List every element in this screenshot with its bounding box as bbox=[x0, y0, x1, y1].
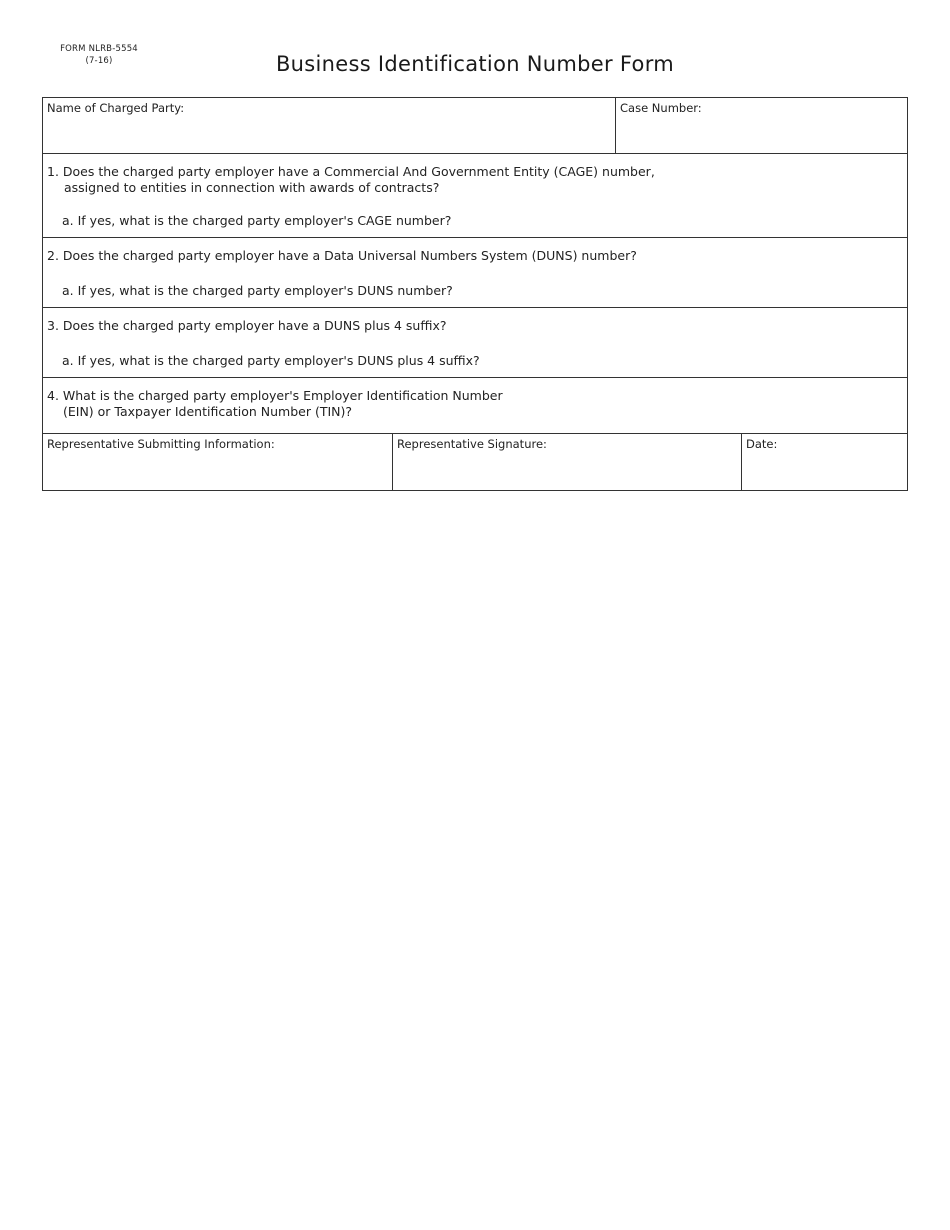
date-label: Date: bbox=[746, 437, 778, 451]
question-3-text: 3. Does the charged party employer have a DUNS plus 4 suffix? bbox=[47, 318, 447, 333]
representative-info-label: Representative Submitting Information: bbox=[47, 437, 275, 451]
question-2-text: 2. Does the charged party employer have a Data Universal Numbers System (DUNS) number? bbox=[47, 248, 637, 263]
representative-signature-field[interactable] bbox=[392, 434, 741, 490]
case-number-field[interactable] bbox=[615, 98, 907, 153]
question-1-text-cont: assigned to entities in connection with awards of contracts? bbox=[64, 180, 440, 195]
charged-party-field[interactable] bbox=[43, 98, 615, 153]
question-2a-text: a. If yes, what is the charged party employer's DUNS number? bbox=[62, 283, 453, 298]
case-number-label: Case Number: bbox=[620, 101, 702, 115]
representative-signature-label: Representative Signature: bbox=[397, 437, 547, 451]
representative-info-field[interactable] bbox=[43, 434, 392, 490]
question-1-row[interactable] bbox=[43, 154, 907, 238]
business-id-form bbox=[42, 97, 908, 491]
representative-row bbox=[43, 434, 907, 490]
form-revision: (7-16) bbox=[85, 56, 113, 66]
question-4-row[interactable] bbox=[43, 378, 907, 434]
question-4-text-cont: (EIN) or Taxpayer Identification Number (TIN)? bbox=[63, 404, 353, 419]
question-2-row[interactable] bbox=[43, 238, 907, 308]
question-1a-text: a. If yes, what is the charged party employer's CAGE number? bbox=[62, 213, 452, 228]
charged-party-row bbox=[43, 98, 907, 154]
page-title: Business Identification Number Form bbox=[275, 52, 675, 76]
question-4-text: 4. What is the charged party employer's Employer Identification Number bbox=[47, 388, 503, 403]
charged-party-label: Name of Charged Party: bbox=[47, 101, 185, 115]
date-field[interactable] bbox=[741, 434, 907, 490]
question-3-row[interactable] bbox=[43, 308, 907, 378]
question-1-text: 1. Does the charged party employer have a Commercial And Government Entity (CAGE) number, bbox=[47, 164, 655, 179]
question-3a-text: a. If yes, what is the charged party employer's DUNS plus 4 suffix? bbox=[62, 353, 480, 368]
form-code: FORM NLRB-5554 bbox=[60, 44, 138, 54]
